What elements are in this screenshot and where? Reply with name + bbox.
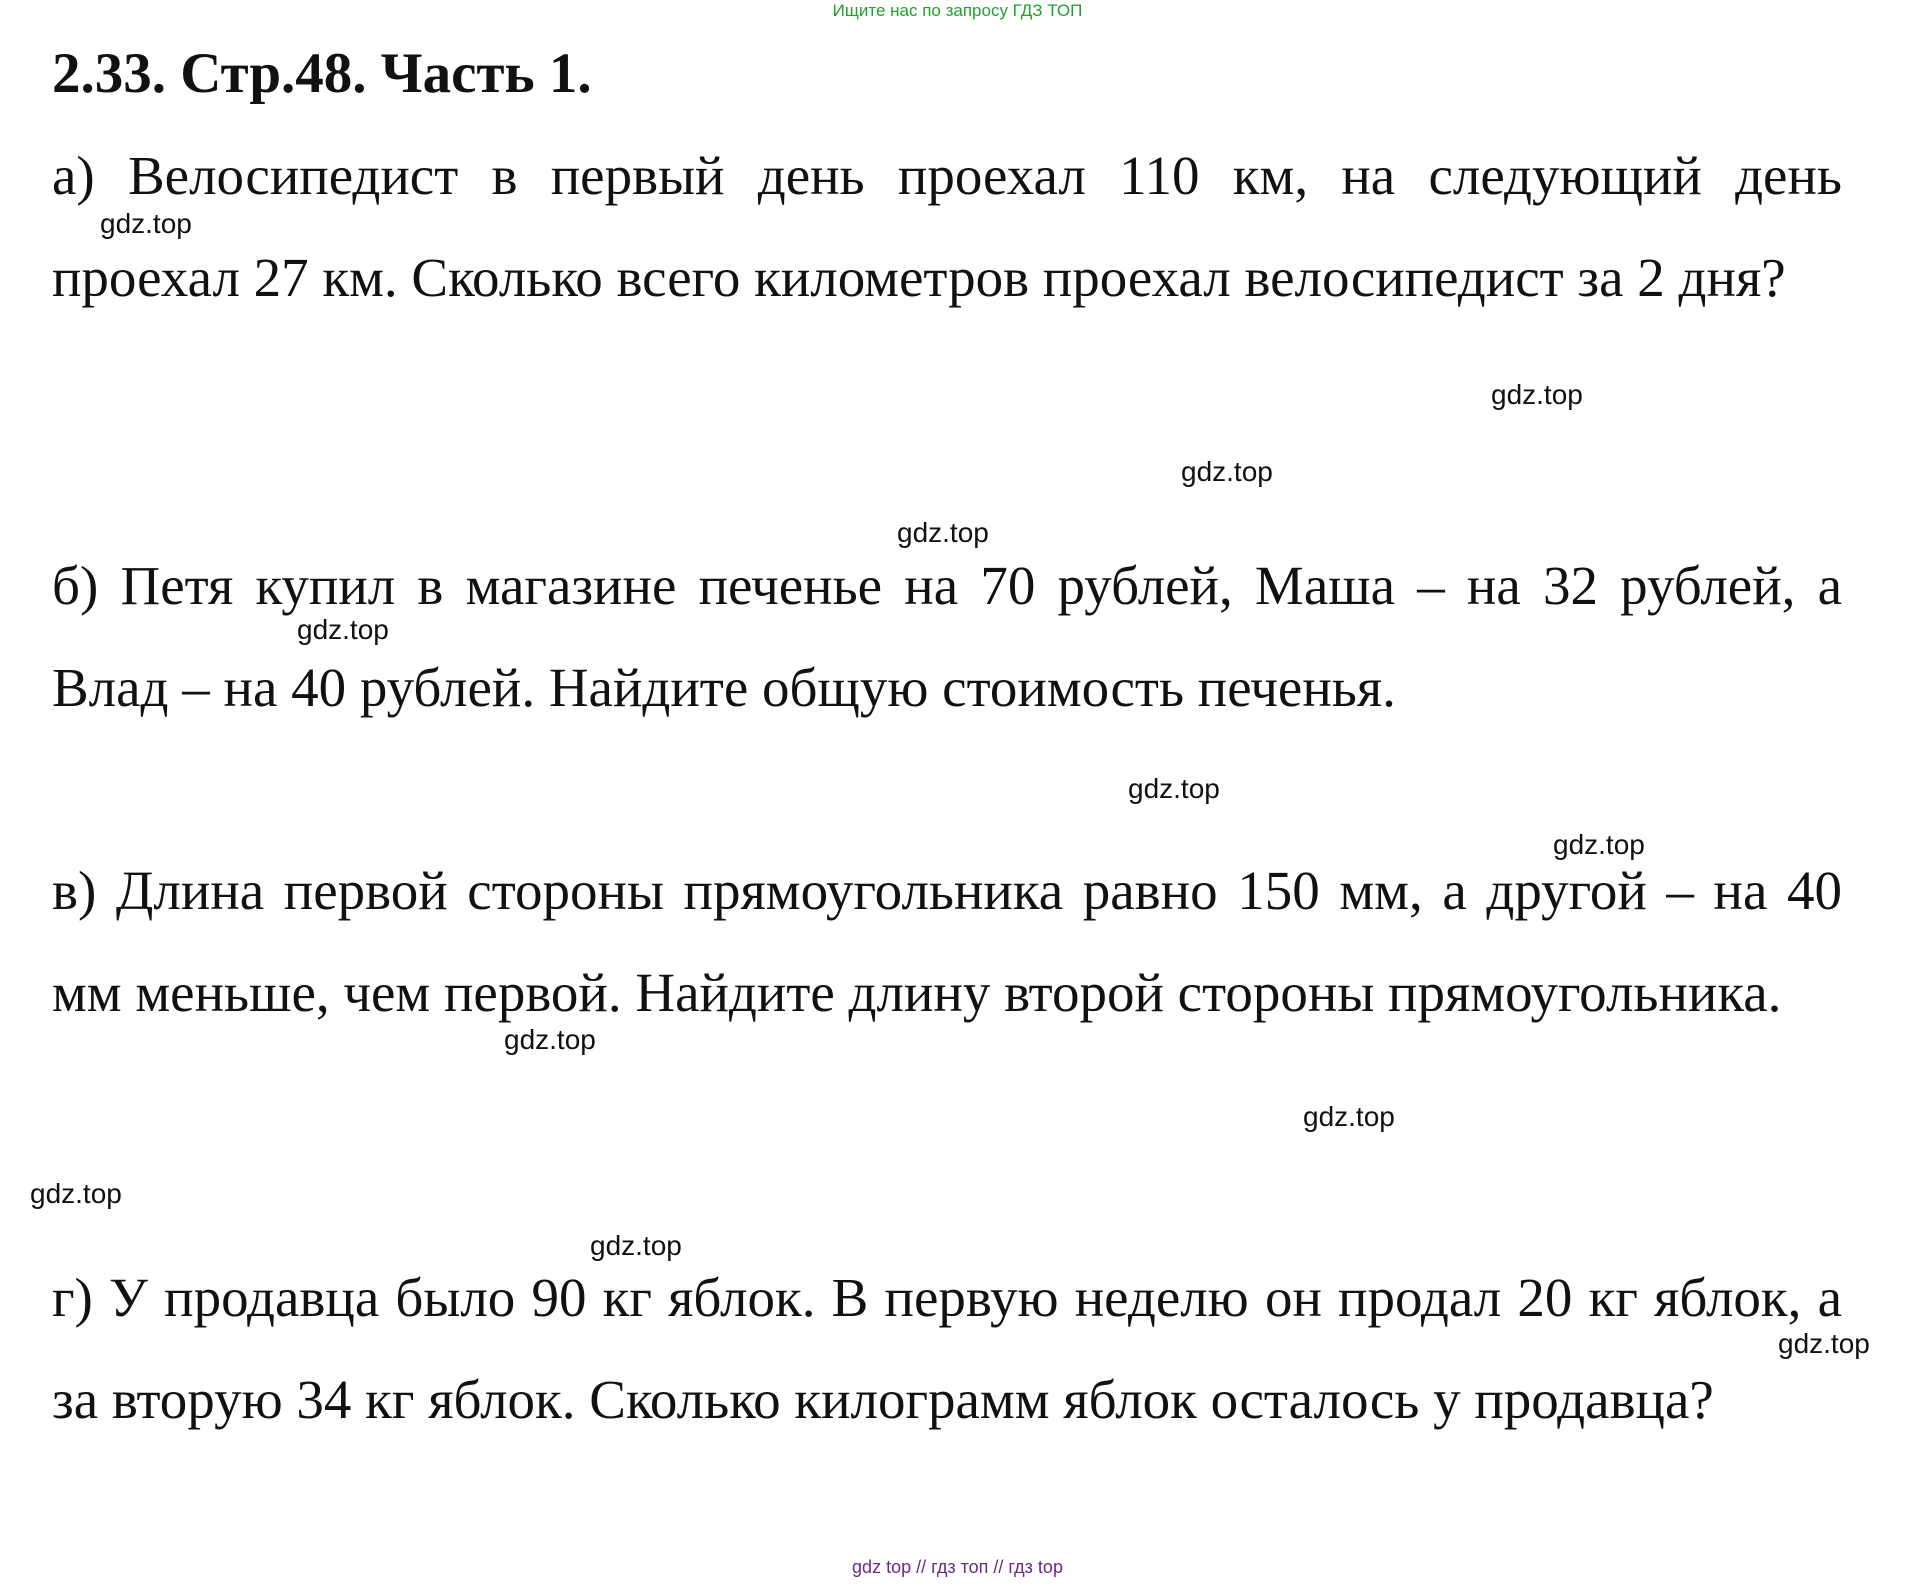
watermark: gdz.top <box>1128 773 1220 804</box>
watermark: gdz.top <box>1181 456 1273 487</box>
watermark: gdz.top <box>1553 829 1645 860</box>
footer: gdz top // гдз топ // гдз top <box>852 1557 1063 1577</box>
problem-v: в) Длина первой стороны прямоугольника равно 150 мм, а другой – на 40 мм меньше, чем первой. Найдите длину второй стороны прямоугольника. <box>52 860 1842 1023</box>
watermark: gdz.top <box>504 1024 596 1055</box>
watermark: gdz.top <box>1491 379 1583 410</box>
problem-g: г) У продавца было 90 кг яблок. В первую неделю он продал 20 кг яблок, а за вторую 34 кг яблок. Сколько килограмм яблок осталось у продавца? <box>52 1267 1842 1430</box>
page-title: 2.33. Стр.48. Часть 1. <box>52 42 592 105</box>
problem-b: б) Петя купил в магазине печенье на 70 рублей, Маша – на 32 рублей, а Влад – на 40 рублей. Найдите общую стоимость печенья. <box>52 555 1842 718</box>
watermark: gdz.top <box>297 614 389 645</box>
watermark: gdz.top <box>1778 1328 1870 1359</box>
watermark: gdz.top <box>100 208 192 239</box>
watermark: gdz.top <box>30 1178 122 1209</box>
watermark: gdz.top <box>1303 1101 1395 1132</box>
top-banner: Ищите нас по запросу ГДЗ ТОП <box>832 1 1083 20</box>
problem-a: а) Велосипедист в первый день проехал 110 км, на следующий день проехал 27 км. Сколько всего километров проехал велосипедист за 2 дня? <box>52 145 1842 308</box>
watermark: gdz.top <box>897 517 989 548</box>
watermark: gdz.top <box>590 1230 682 1261</box>
